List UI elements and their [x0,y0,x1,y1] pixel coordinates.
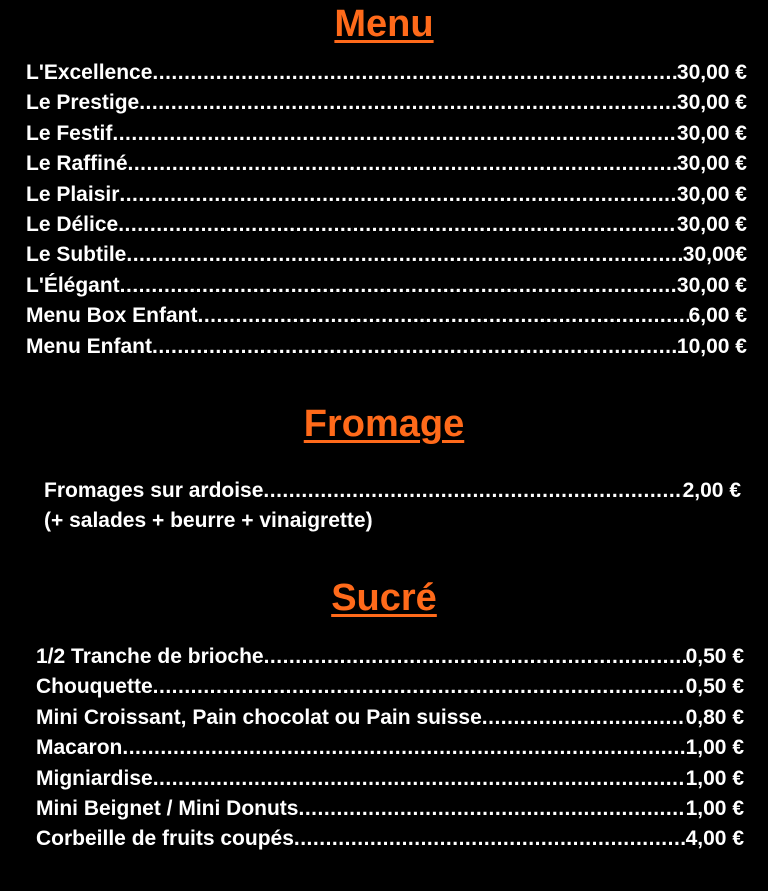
menu-list [26,58,747,362]
menu-item [26,180,747,210]
leader-dots [118,210,677,240]
sucre-item [36,703,744,733]
sucre-list [36,642,744,855]
leader-dots [298,794,685,824]
fromage-note: (+ salades + beurre + vinaigrette) [44,509,373,533]
item-price: 0,50 € [685,675,744,699]
item-label: Chouquette [36,675,153,699]
item-price: 4,00 € [685,827,744,851]
item-price: 10,00 € [676,334,747,358]
item-price: 1,00 € [685,766,744,790]
item-label: Menu Box Enfant [26,304,198,328]
leader-dots [128,149,677,179]
item-price: 30,00€ [682,243,747,267]
menu-item [26,240,747,270]
item-label: 1/2 Tranche de brioche [36,645,264,668]
leader-dots [122,733,685,763]
item-price: 1,00 € [685,736,744,760]
item-price: 30,00 € [676,91,747,115]
item-label: L'Excellence [26,61,153,84]
item-label: Le Subtile [26,243,127,267]
fromage-list [44,476,741,536]
menu-item [26,271,747,301]
item-label: L'Élégant [26,273,120,297]
sucre-item [36,642,744,672]
leader-dots [152,58,677,88]
leader-dots [139,88,677,118]
menu-item [26,119,747,149]
item-label: Corbeille de fruits coupés [36,827,294,851]
item-price: 30,00 € [676,273,747,297]
leader-dots [120,271,677,301]
menu-item [26,301,747,331]
item-price: 30,00 € [676,61,747,84]
leader-dots [153,672,686,702]
leader-dots [263,476,682,506]
item-label: Migniardise [36,766,153,790]
menu-item [26,149,747,179]
item-price: 30,00 € [676,213,747,237]
item-price: 0,50 € [685,645,744,668]
fromage-heading: Fromage [303,403,465,445]
item-price: 0,80 € [685,705,744,729]
leader-dots [294,824,686,854]
sucre-heading: Sucré [331,577,437,619]
leader-dots [153,764,686,794]
sucre-item [36,733,744,763]
sucre-item [36,672,744,702]
item-price: 1,00 € [685,797,744,821]
menu-heading: Menu [334,3,434,45]
item-label: Mini Croissant, Pain chocolat ou Pain suisse [36,705,482,729]
sucre-section [0,576,768,620]
item-price: 30,00 € [676,182,747,206]
item-label: Fromages sur ardoise [44,479,264,502]
leader-dots [126,240,682,270]
leader-dots [119,180,677,210]
item-label: Mini Beignet / Mini Donuts [36,797,299,821]
item-label: Macaron [36,736,123,760]
leader-dots [264,642,686,672]
leader-dots [482,703,686,733]
sucre-item [36,794,744,824]
item-price: 30,00 € [676,121,747,145]
fromage-section [0,402,768,446]
item-price: 30,00 € [676,152,747,176]
menu-item [26,332,747,362]
leader-dots [152,332,677,362]
menu-item [26,210,747,240]
item-label: Le Plaisir [26,182,120,206]
menu-item [26,88,747,118]
item-label: Le Délice [26,213,119,237]
item-label: Le Prestige [26,91,140,115]
item-label: Menu Enfant [26,334,152,358]
fromage-item [44,476,741,506]
menu-item [26,58,747,88]
leader-dots [198,301,689,331]
item-price: 2,00 € [682,479,741,502]
item-label: Le Raffiné [26,152,128,176]
menu-section [0,2,768,46]
item-label: Le Festif [26,121,113,145]
sucre-item [36,824,744,854]
leader-dots [112,119,677,149]
sucre-item [36,764,744,794]
item-price: 6,00 € [688,304,747,328]
